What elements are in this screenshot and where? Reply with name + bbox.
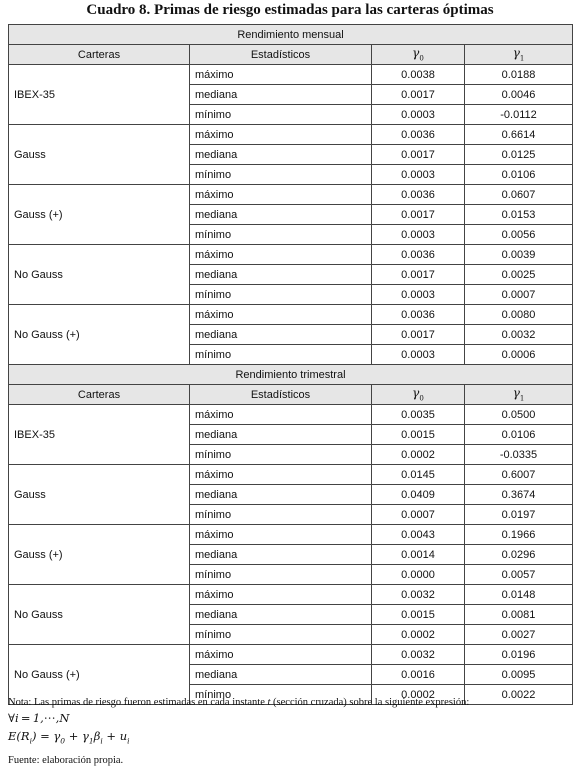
column-header-gamma1 [465, 45, 573, 65]
statistic-label: mínimo [190, 285, 372, 305]
table-row [9, 645, 573, 665]
gamma1-value: -0.0335 [465, 445, 573, 465]
table-row [9, 585, 573, 605]
gamma1-value: 0.0032 [465, 325, 573, 345]
statistic-label: mínimo [190, 165, 372, 185]
gamma1-value: 0.3674 [465, 485, 573, 505]
gamma0-value: 0.0016 [372, 665, 465, 685]
column-header-carteras: Carteras [9, 45, 190, 65]
gamma1-value: 0.0106 [465, 165, 573, 185]
portfolio-name: Gauss (+) [9, 525, 190, 585]
gamma1-value: 0.0197 [465, 505, 573, 525]
risk-premia-table [8, 24, 573, 705]
gamma1-value: 0.0027 [465, 625, 573, 645]
gamma1-value: 0.0006 [465, 345, 573, 365]
gamma1-value: 0.0081 [465, 605, 573, 625]
statistic-label: mediana [190, 325, 372, 345]
gamma0-value: 0.0000 [372, 565, 465, 585]
statistic-label: mediana [190, 665, 372, 685]
gamma0-value: 0.0036 [372, 245, 465, 265]
portfolio-name: No Gauss [9, 245, 190, 305]
gamma0-value: 0.0003 [372, 285, 465, 305]
gamma0-value: 0.0036 [372, 185, 465, 205]
gamma1-value: 0.0196 [465, 645, 573, 665]
gamma0-value: 0.0038 [372, 65, 465, 85]
gamma1-value: 0.0607 [465, 185, 573, 205]
statistic-label: mínimo [190, 445, 372, 465]
note-text: Nota: Las primas de riesgo fueron estimadas en cada instante t (sección cruzada) sobre la siguiente expresión: [8, 697, 470, 708]
gamma1-value: 0.0296 [465, 545, 573, 565]
gamma0-value: 0.0017 [372, 265, 465, 285]
table-row [9, 405, 573, 425]
table-row [9, 65, 573, 85]
gamma1-value: 0.0148 [465, 585, 573, 605]
gamma0-value: 0.0002 [372, 685, 465, 705]
gamma1-value: 0.0025 [465, 265, 573, 285]
gamma0-value: 0.0015 [372, 425, 465, 445]
statistic-label: mediana [190, 485, 372, 505]
table-row [9, 465, 573, 485]
portfolio-name: No Gauss (+) [9, 645, 190, 705]
statistic-label: máximo [190, 245, 372, 265]
gamma0-symbol: $\gamma_0$ [412, 386, 424, 403]
gamma0-value: 0.0043 [372, 525, 465, 545]
gamma1-value: 0.1966 [465, 525, 573, 545]
gamma0-value: 0.0003 [372, 165, 465, 185]
column-header-estadisticos: Estadísticos [190, 385, 372, 405]
table-title: Cuadro 8. Primas de riesgo estimadas para las carteras óptimas [86, 2, 494, 18]
gamma1-value: 0.0022 [465, 685, 573, 705]
gamma0-value: 0.0032 [372, 645, 465, 665]
gamma0-value: 0.0003 [372, 225, 465, 245]
gamma0-value: 0.0409 [372, 485, 465, 505]
gamma1-value: 0.0125 [465, 145, 573, 165]
gamma1-value: 0.0057 [465, 565, 573, 585]
table-row [9, 245, 573, 265]
gamma0-value: 0.0015 [372, 605, 465, 625]
statistic-label: mediana [190, 85, 372, 105]
gamma1-value: 0.6614 [465, 125, 573, 145]
statistic-label: mínimo [190, 225, 372, 245]
gamma0-value: 0.0017 [372, 205, 465, 225]
statistic-label: máximo [190, 125, 372, 145]
gamma0-value: 0.0017 [372, 145, 465, 165]
column-header-gamma0 [372, 45, 465, 65]
column-header-gamma0 [372, 385, 465, 405]
statistic-label: mediana [190, 425, 372, 445]
table-row [9, 525, 573, 545]
gamma1-value: 0.0080 [465, 305, 573, 325]
portfolio-name: Gauss [9, 465, 190, 525]
gamma1-symbol: $\gamma_1$ [512, 46, 525, 63]
formula-quantifier: ∀i = 1,⋅⋅⋅,N [8, 711, 70, 725]
table-row [9, 185, 573, 205]
gamma0-value: 0.0036 [372, 125, 465, 145]
header-row [9, 45, 573, 65]
portfolio-name: IBEX-35 [9, 65, 190, 125]
statistic-label: máximo [190, 305, 372, 325]
gamma0-value: 0.0032 [372, 585, 465, 605]
statistic-label: máximo [190, 525, 372, 545]
gamma1-value: 0.0188 [465, 65, 573, 85]
gamma1-value: 0.0007 [465, 285, 573, 305]
section-title: Rendimiento mensual [9, 25, 573, 45]
table-row [9, 305, 573, 325]
gamma1-value: 0.0056 [465, 225, 573, 245]
column-header-estadisticos: Estadísticos [190, 45, 372, 65]
statistic-label: mediana [190, 205, 372, 225]
statistic-label: máximo [190, 65, 372, 85]
gamma1-value: 0.0153 [465, 205, 573, 225]
statistic-label: mínimo [190, 685, 372, 705]
section-row [9, 25, 573, 45]
portfolio-name: No Gauss [9, 585, 190, 645]
statistic-label: máximo [190, 585, 372, 605]
gamma0-value: 0.0014 [372, 545, 465, 565]
table-notes [8, 697, 572, 766]
statistic-label: mediana [190, 605, 372, 625]
gamma0-value: 0.0035 [372, 405, 465, 425]
gamma1-value: 0.0106 [465, 425, 573, 445]
statistic-label: mínimo [190, 565, 372, 585]
portfolio-name: No Gauss (+) [9, 305, 190, 365]
section-row [9, 365, 573, 385]
statistic-label: mediana [190, 265, 372, 285]
portfolio-name: Gauss (+) [9, 185, 190, 245]
gamma0-value: 0.0002 [372, 625, 465, 645]
gamma0-value: 0.0002 [372, 445, 465, 465]
gamma1-value: 0.0500 [465, 405, 573, 425]
gamma1-value: 0.0046 [465, 85, 573, 105]
column-header-carteras: Carteras [9, 385, 190, 405]
gamma1-value: 0.6007 [465, 465, 573, 485]
statistic-label: mínimo [190, 625, 372, 645]
gamma0-value: 0.0003 [372, 105, 465, 125]
gamma0-symbol: $\gamma_0$ [412, 46, 424, 63]
statistic-label: máximo [190, 465, 372, 485]
gamma0-value: 0.0007 [372, 505, 465, 525]
gamma1-value: 0.0095 [465, 665, 573, 685]
gamma1-value: -0.0112 [465, 105, 573, 125]
table-row [9, 125, 573, 145]
statistic-label: máximo [190, 645, 372, 665]
gamma0-value: 0.0145 [372, 465, 465, 485]
statistic-label: mínimo [190, 345, 372, 365]
gamma0-value: 0.0017 [372, 325, 465, 345]
column-header-gamma1 [465, 385, 573, 405]
source-text: Fuente: elaboración propia. [8, 755, 124, 767]
gamma0-value: 0.0036 [372, 305, 465, 325]
statistic-label: máximo [190, 405, 372, 425]
portfolio-name: IBEX-35 [9, 405, 190, 465]
portfolio-name: Gauss [9, 125, 190, 185]
statistic-label: mínimo [190, 505, 372, 525]
gamma1-value: 0.0039 [465, 245, 573, 265]
section-title: Rendimiento trimestral [9, 365, 573, 385]
gamma0-value: 0.0017 [372, 85, 465, 105]
header-row [9, 385, 573, 405]
statistic-label: máximo [190, 185, 372, 205]
formula-expected-return: $E(R_i) = \gamma_0 + \gamma_1\beta_i + u_i$ [8, 729, 130, 746]
statistic-label: mediana [190, 545, 372, 565]
gamma0-value: 0.0003 [372, 345, 465, 365]
gamma1-symbol: $\gamma_1$ [512, 386, 525, 403]
statistic-label: mediana [190, 145, 372, 165]
statistic-label: mínimo [190, 105, 372, 125]
